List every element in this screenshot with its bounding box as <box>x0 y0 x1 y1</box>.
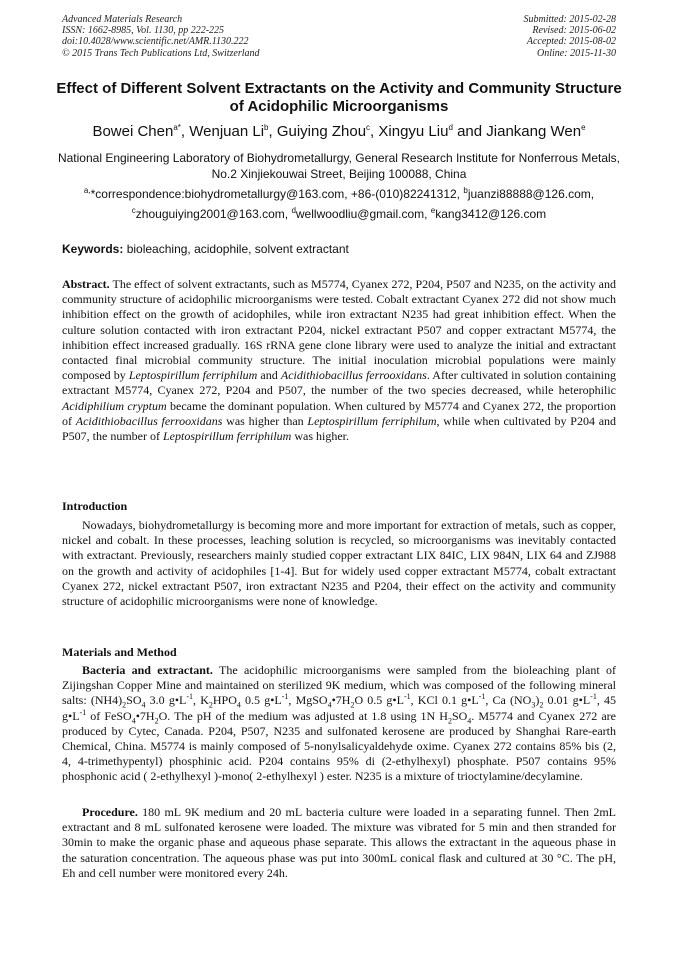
mineral-salts-formula: $4)_2SO_4$ 3.0 $g•L^{-1}$, $K_2HPO_4$ 0.5 $g•L^{-1}$, $MgSO_4•7H_2O$ 0.5 $g•L^{-1}$, KCl 0.1 $g•L^{-1}$, Ca $(NO_3)_2$ 0.01 $g•L^{-1}$, 45 $g•L^{-1}$ of $FeSO_4•7H_2O$. <box>62 692 617 725</box>
species-name: Acidithiobacillus ferrooxidans <box>280 368 427 383</box>
abstract <box>62 277 616 444</box>
author-list <box>40 122 638 142</box>
abstract-text: became the dominant population. When cultured by M5774 and Cyanex 272, the proportion of <box>62 398 616 428</box>
bacteria-text: SO <box>451 708 468 723</box>
author-name: Jiankang Wen <box>486 123 582 140</box>
submitted-date: Submitted: 2015-02-28 <box>523 14 616 25</box>
email-text: juanzi88888@126.com, <box>467 187 595 201</box>
author-sup: a* <box>173 123 181 132</box>
author-name: Guiying Zhou <box>276 123 367 140</box>
revised-date: Revised: 2015-06-02 <box>532 25 616 37</box>
species-name: Acidiphilium cryptum <box>62 398 167 413</box>
species-name: Leptospirillum ferriphilum <box>128 368 258 383</box>
online-date: Online: 2015-11-30 <box>537 47 616 59</box>
procedure-paragraph <box>62 805 616 881</box>
author-name: Xingyu Liu <box>378 123 449 140</box>
author-sep: , <box>268 123 277 140</box>
abstract-text: was higher than <box>222 413 308 428</box>
species-name: Leptospirillum ferriphilum <box>163 429 292 444</box>
author-sep: , <box>370 123 379 140</box>
author-sep: , <box>180 123 190 140</box>
methods-heading: Materials and Method <box>62 645 177 659</box>
abstract-text: , while when cultivated by P204 and P507, the number of <box>62 413 617 444</box>
journal-header <box>62 14 260 59</box>
author-name: Bowei Chen <box>92 123 174 140</box>
bacteria-label: Bacteria and extractant. <box>82 663 213 677</box>
species-name: Acidithiobacillus ferrooxidans <box>75 413 223 428</box>
author-sup: b <box>264 123 269 132</box>
email-text: *correspondence:biohydrometallurgy@163.com, +86-(010)82241312, <box>90 187 461 201</box>
abstract-text: The effect of solvent extractants, such as M5774, Cyanex 272, P204, P507 and N235, on the activity and community structure of acidophilic microorganisms were tested. Cobalt extractant Cyanex 272 did not show much inhibition effect on the growth of acidophiles, while iron extractant N235 had great inhibition effect. When the culture solution contacted with iron extractant P204, nickel extractant P507 and copper extractant M5774, the inhibition effect increased gradually. 16S rRNA gene clone library were used to analyze the initial and extractant contacted final microbial community structure. The initial inoculation microbial populations were mainly composed by <box>62 277 616 383</box>
author-sup: e <box>581 123 586 132</box>
contact-line-2 <box>40 206 638 222</box>
bacteria-paragraph: Bacteria and extractant. The acidophilic microorganisms were sampled from the bioleaching plant of Zijingshan Copper Mine and maintained on sterilized 9K medium, which was composed of the following mineral salts: $(NH4)_2SO_4$ 3.0 $g•L^{-1}$, $K_2HPO_4$ 0.5 $g•L^{-1}$, $MgSO_4•7H_2O$ 0.5 $g•L^{-1}$, KCl 0.1 $g•L^{-1}$, Ca $(NO_3)_2$ 0.01 $g•L^{-1}$, 45 $g•L^{-1}$ of $FeSO_4•7H_2O$. The pH of the medium was adjusted at 1.8 using 1N $H_2SO_4$. M5774 and Cyanex 272 are produced by Cytec, Canada. P204, P507, N235 and sulfonated kerosene are produced by Shanghai Rare-earth Chemical, China. M5774 is mainly composed of 5-nonylsalicyaldehyde oxime. Cyanex 272 contains 85% bis (2, 4, 4-trimethypentyl) phosphinic acid. P204 contains 95% di (2-ethylhexyl) phosphate. P507 contains 95% phosphonic acid ( 2-ethylhexyl )-mono( 2-ethylhexyl ) ester. N235 is a mixture of trioctylamine/decylamine. <box>62 663 617 784</box>
introduction-text: Nowadays, biohydrometallurgy is becoming more and more important for extraction of metals, such as copper, nickel and cobalt. In these processes, leaching solution is recycled, so microorganisms was inevitably contacted with extractant. Previously, researchers mainly studied copper extractant LIX 84IC, LIX 984N, LIX 64 and ZJ988 on the growth and activity of acidophiles [1-4]. But for widely used copper extractant M5774, cobalt extractant Cyanex 272, nickel extractant P507, iron extractant N235 and P204, their effect on the activity and community structure of acidophilic microorganisms were none of knowledge. <box>62 518 616 609</box>
accepted-date: Accepted: 2015-08-02 <box>526 36 616 48</box>
keywords-text: bioleaching, acidophile, solvent extractant <box>126 242 349 256</box>
abstract-label: Abstract. <box>62 277 110 291</box>
email-sup: c <box>131 206 136 215</box>
issn: ISSN: 1662-8985, Vol. 1130, pp 222-225 <box>62 25 225 37</box>
abstract-text: and <box>257 368 281 383</box>
affiliation: National Engineering Laboratory of Biohydrometallurgy, General Research Institute for Nonferrous Metals, No.2 Xinjiekouwai Street, Beijing 100088, China <box>57 151 621 181</box>
procedure-label: Procedure. <box>82 805 138 819</box>
email-text: zhouguiying2001@163.com, <box>135 207 289 221</box>
email-sup: b <box>463 186 468 195</box>
journal-name: Advanced Materials Research <box>62 14 183 25</box>
author-sup: d <box>448 123 453 132</box>
abstract-text: . After cultivated in solution containing extractant M5774, Cyanex 272, P204 and P507, the number of the two species decreased, while heterophilic <box>62 368 617 398</box>
doi: doi:10.4028/www.scientific.net/AMR.1130.222 <box>62 36 249 48</box>
bacteria-text: The acidophilic microorganisms were sampled from the bioleaching plant of Zijingshan Copper Mine and maintained on sterilized 9K medium, which was composed of the following mineral salts: (NH <box>62 663 616 708</box>
author-and: and <box>452 123 487 140</box>
email-sup: d <box>291 206 296 215</box>
email-text: kang3412@126.com <box>435 207 547 221</box>
introduction-heading: Introduction <box>62 499 128 513</box>
contact-line-1 <box>40 186 638 202</box>
email-sup: e <box>430 206 436 215</box>
bacteria-text: The pH of the medium was adjusted at 1.8 using 1N H <box>170 708 448 723</box>
paper-title: Effect of Different Solvent Extractants on the Activity and Community Structure of Acidophilic Microorganisms <box>56 80 622 115</box>
procedure-text: 180 mL 9K medium and 20 mL bacteria culture were loaded in a separating funnel. Then 2mL extractant and 8 mL sulfonated kerosene were loaded. The mixture was vibrated for 5 min and then stranded for 30min to make the organic phase and aqueous phase separate. This allows the extractant in the aqueous phase in the saturation concentration. The aqueous phase was put into 300mL conical flask and cultured at 30 °C. The pH, Eh and cell number were monitored every 24h. <box>62 805 616 880</box>
species-name: Leptospirillum ferriphilum <box>307 413 437 428</box>
email-sup: a, <box>83 186 91 195</box>
keywords <box>62 241 622 257</box>
author-sup: c <box>366 123 371 132</box>
copyright: © 2015 Trans Tech Publications Ltd, Switzerland <box>62 47 260 59</box>
author-name: Wenjuan Li <box>189 123 265 140</box>
dates-header <box>524 14 617 59</box>
keywords-label: Keywords: <box>62 242 124 256</box>
bacteria-text: . M5774 and Cyanex 272 are produced by Cytec, Canada. P204, P507, N235 and sulfonated kerosene are produced by Shanghai Rare-earth Chemical, China. M5774 is mainly composed of 5-nonylsalicyaldehyde oxime. Cyanex 272 contains 85% bis (2, 4, 4-trimethypentyl) phosphinic acid. P204 contains 95% di (2-ethylhexyl) phosphate. P507 contains 95% phosphonic acid ( 2-ethylhexyl )-mono( 2-ethylhexyl ) ester. N235 is a mixture of trioctylamine/decylamine. <box>62 708 616 784</box>
email-text: wellwoodliu@gmail.com, <box>295 207 428 221</box>
abstract-text: was higher. <box>291 429 349 444</box>
